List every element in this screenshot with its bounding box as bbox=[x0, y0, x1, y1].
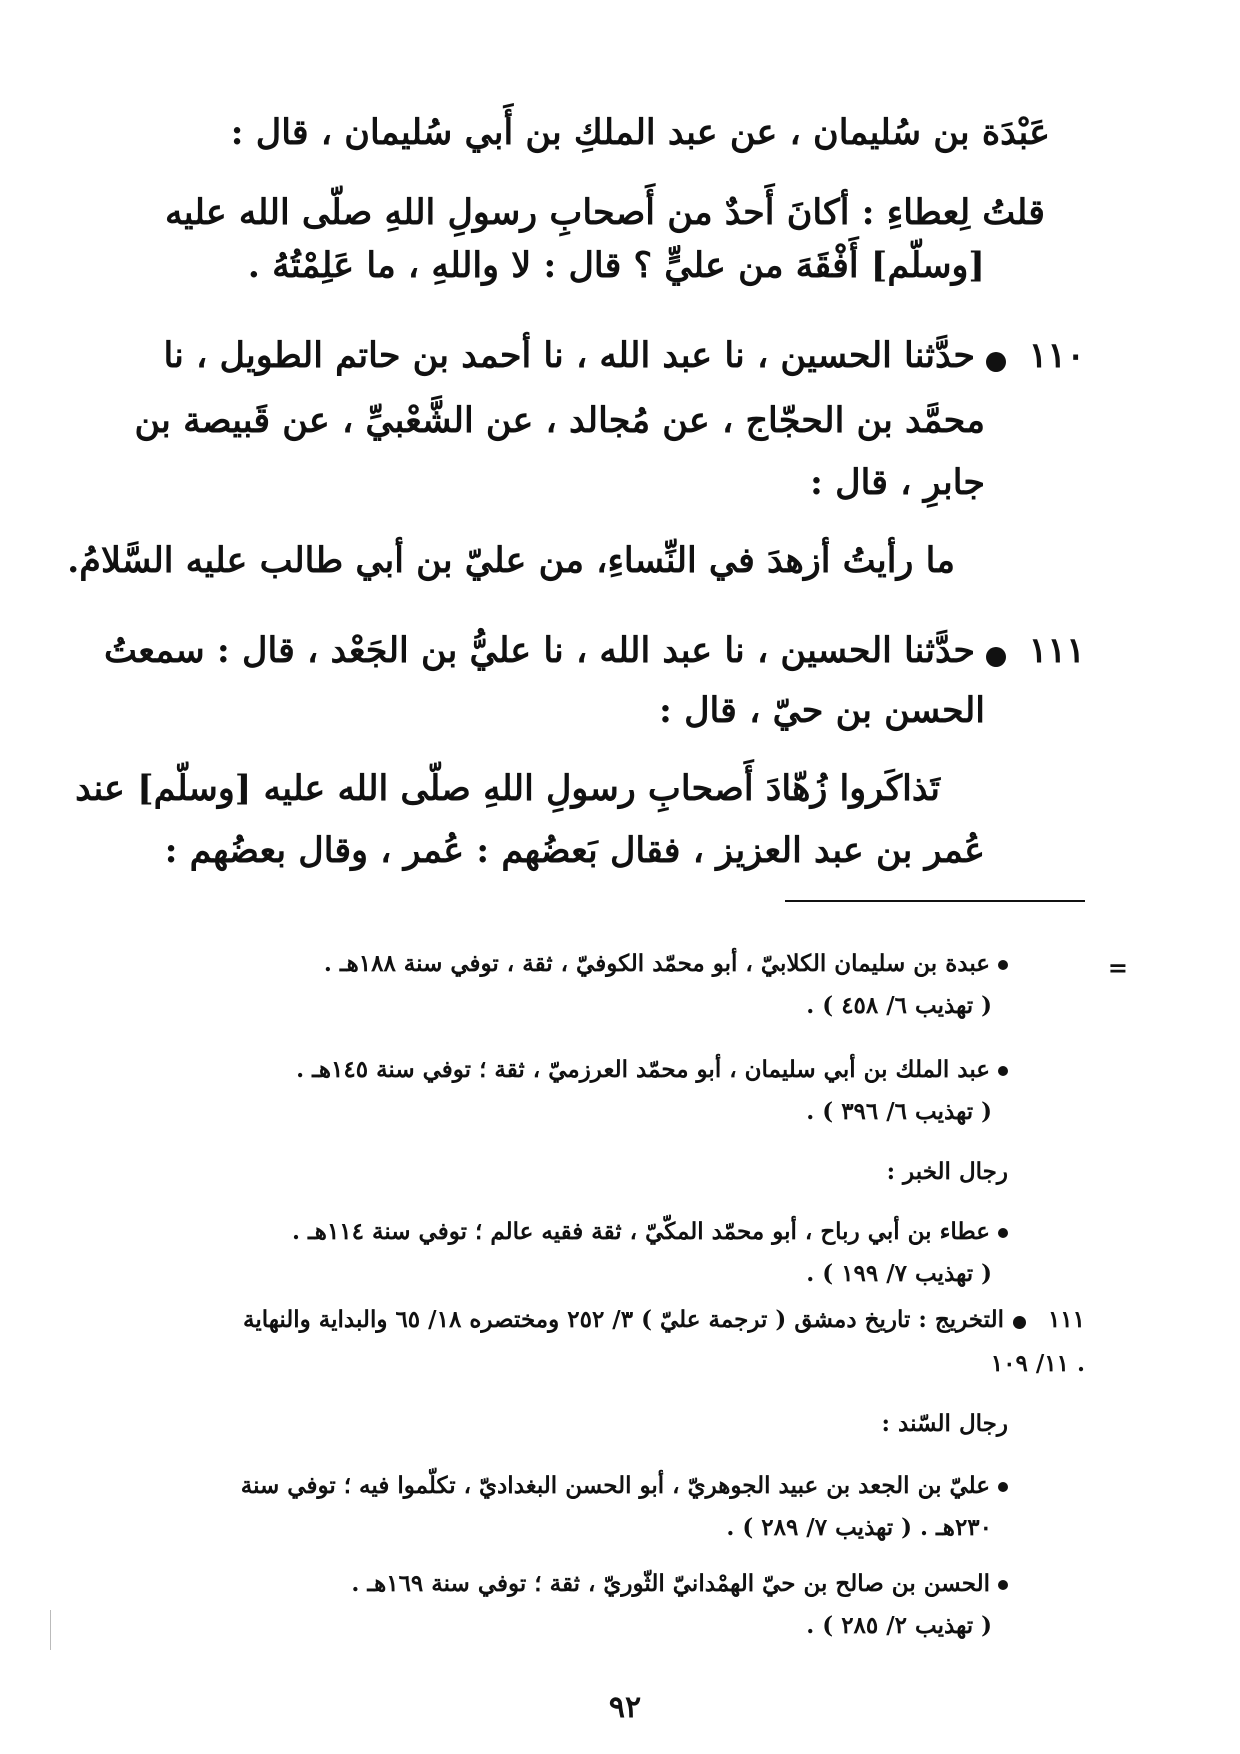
main-text-line: الحسن بن حيّ ، قال : bbox=[658, 690, 985, 731]
hadith-number: ١١١ bbox=[1028, 630, 1085, 671]
footnote-line: عليّ بن الجعد بن عبيد الجوهريّ ، أبو الحسن البغداديّ ، تكلّموا فيه ؛ توفي سنة bbox=[240, 1472, 990, 1499]
footnote-line: ( تهذيب ٢/ ٢٨٥ ) . bbox=[806, 1612, 992, 1639]
main-text-line: ما رأيتُ أزهدَ في النِّساءِ، من عليّ بن أبي طالب عليه السَّلامُ. bbox=[67, 540, 955, 581]
footnote-asterisk-icon bbox=[998, 1482, 1008, 1492]
footnote-asterisk-icon bbox=[998, 1580, 1008, 1590]
footnote-line: ( تهذيب ٧/ ١٩٩ ) . bbox=[806, 1260, 992, 1287]
footnote-line: ( تهذيب ٦/ ٤٥٨ ) . bbox=[806, 992, 992, 1019]
page-number: ٩٢ bbox=[608, 1690, 642, 1725]
hadith-bullet bbox=[986, 352, 1006, 372]
main-text-line: عَبْدَة بن سُليمان ، عن عبد الملكِ بن أَبي سُليمان ، قال : bbox=[230, 112, 1050, 153]
footnote-line: عطاء بن أبي رباح ، أبو محمّد المكّيّ ، ثقة فقيه عالم ؛ توفي سنة ١١٤هـ . bbox=[292, 1218, 990, 1245]
hadith-number: ١١٠ bbox=[1028, 335, 1085, 376]
main-text-line: محمَّد بن الحجّاج ، عن مُجالد ، عن الشَّعْبيِّ ، عن قَبيصة بن bbox=[134, 400, 985, 441]
takhrij-number: ١١١ bbox=[1047, 1306, 1085, 1333]
footnote-asterisk-icon bbox=[998, 1066, 1008, 1076]
main-text-line: جابرِ ، قال : bbox=[810, 462, 985, 503]
footnote-separator bbox=[785, 900, 1085, 902]
footnote-section-heading: رجال السّند : bbox=[881, 1410, 1008, 1437]
main-text-line: عُمر بن عبد العزيز ، فقال بَعضُهم : عُمر ، وقال بعضُهم : bbox=[164, 830, 985, 871]
footnote-line: التخريج : تاريخ دمشق ( ترجمة عليّ ) ٣/ ٢٥٢ ومختصره ١٨/ ٦٥ والبداية والنهاية bbox=[243, 1306, 1004, 1333]
footnote-line: عبد الملك بن أبي سليمان ، أبو محمّد العرزميّ ، ثقة ؛ توفي سنة ١٤٥هـ . bbox=[296, 1056, 990, 1083]
footnote-asterisk-icon bbox=[998, 960, 1008, 970]
main-text-line: تَذاكَروا زُهّادَ أَصحابِ رسولِ اللهِ صلّى الله عليه [وسلّم] عند bbox=[75, 768, 940, 809]
main-text-line: قلتُ لِعطاءِ : أكانَ أَحدٌ من أَصحابِ رسولِ اللهِ صلّى الله عليه bbox=[164, 192, 1045, 233]
scan-edge-mark bbox=[50, 1610, 51, 1650]
footnote-asterisk-icon bbox=[998, 1228, 1008, 1238]
main-text-line: حدَّثنا الحسين ، نا عبد الله ، نا عليُّ بن الجَعْد ، قال : سمعتُ bbox=[103, 630, 975, 671]
footnote-line: الحسن بن صالح بن حيّ الهمْدانيّ الثّوريّ ، ثقة ؛ توفي سنة ١٦٩هـ . bbox=[351, 1570, 990, 1597]
main-text-line: [وسلّم] أَفْقَهَ من عليٍّ ؟ قال : لا واللهِ ، ما عَلِمْتُهُ . bbox=[247, 245, 985, 286]
main-text-line: حدَّثنا الحسين ، نا عبد الله ، نا أحمد بن حاتم الطويل ، نا bbox=[163, 335, 975, 376]
footnote-section-heading: رجال الخبر : bbox=[886, 1158, 1008, 1185]
footnote-line: ١١/ ١٠٩ . bbox=[990, 1350, 1085, 1377]
footnote-line: ( تهذيب ٦/ ٣٩٦ ) . bbox=[806, 1098, 992, 1125]
continuation-mark: = bbox=[1107, 953, 1128, 982]
hadith-bullet bbox=[986, 647, 1006, 667]
footnote-line: ٢٣٠هـ . ( تهذيب ٧/ ٢٨٩ ) . bbox=[726, 1514, 992, 1541]
footnote-line: عبدة بن سليمان الكلابيّ ، أبو محمّد الكوفيّ ، ثقة ، توفي سنة ١٨٨هـ . bbox=[323, 950, 990, 977]
takhrij-bullet bbox=[1013, 1316, 1026, 1329]
